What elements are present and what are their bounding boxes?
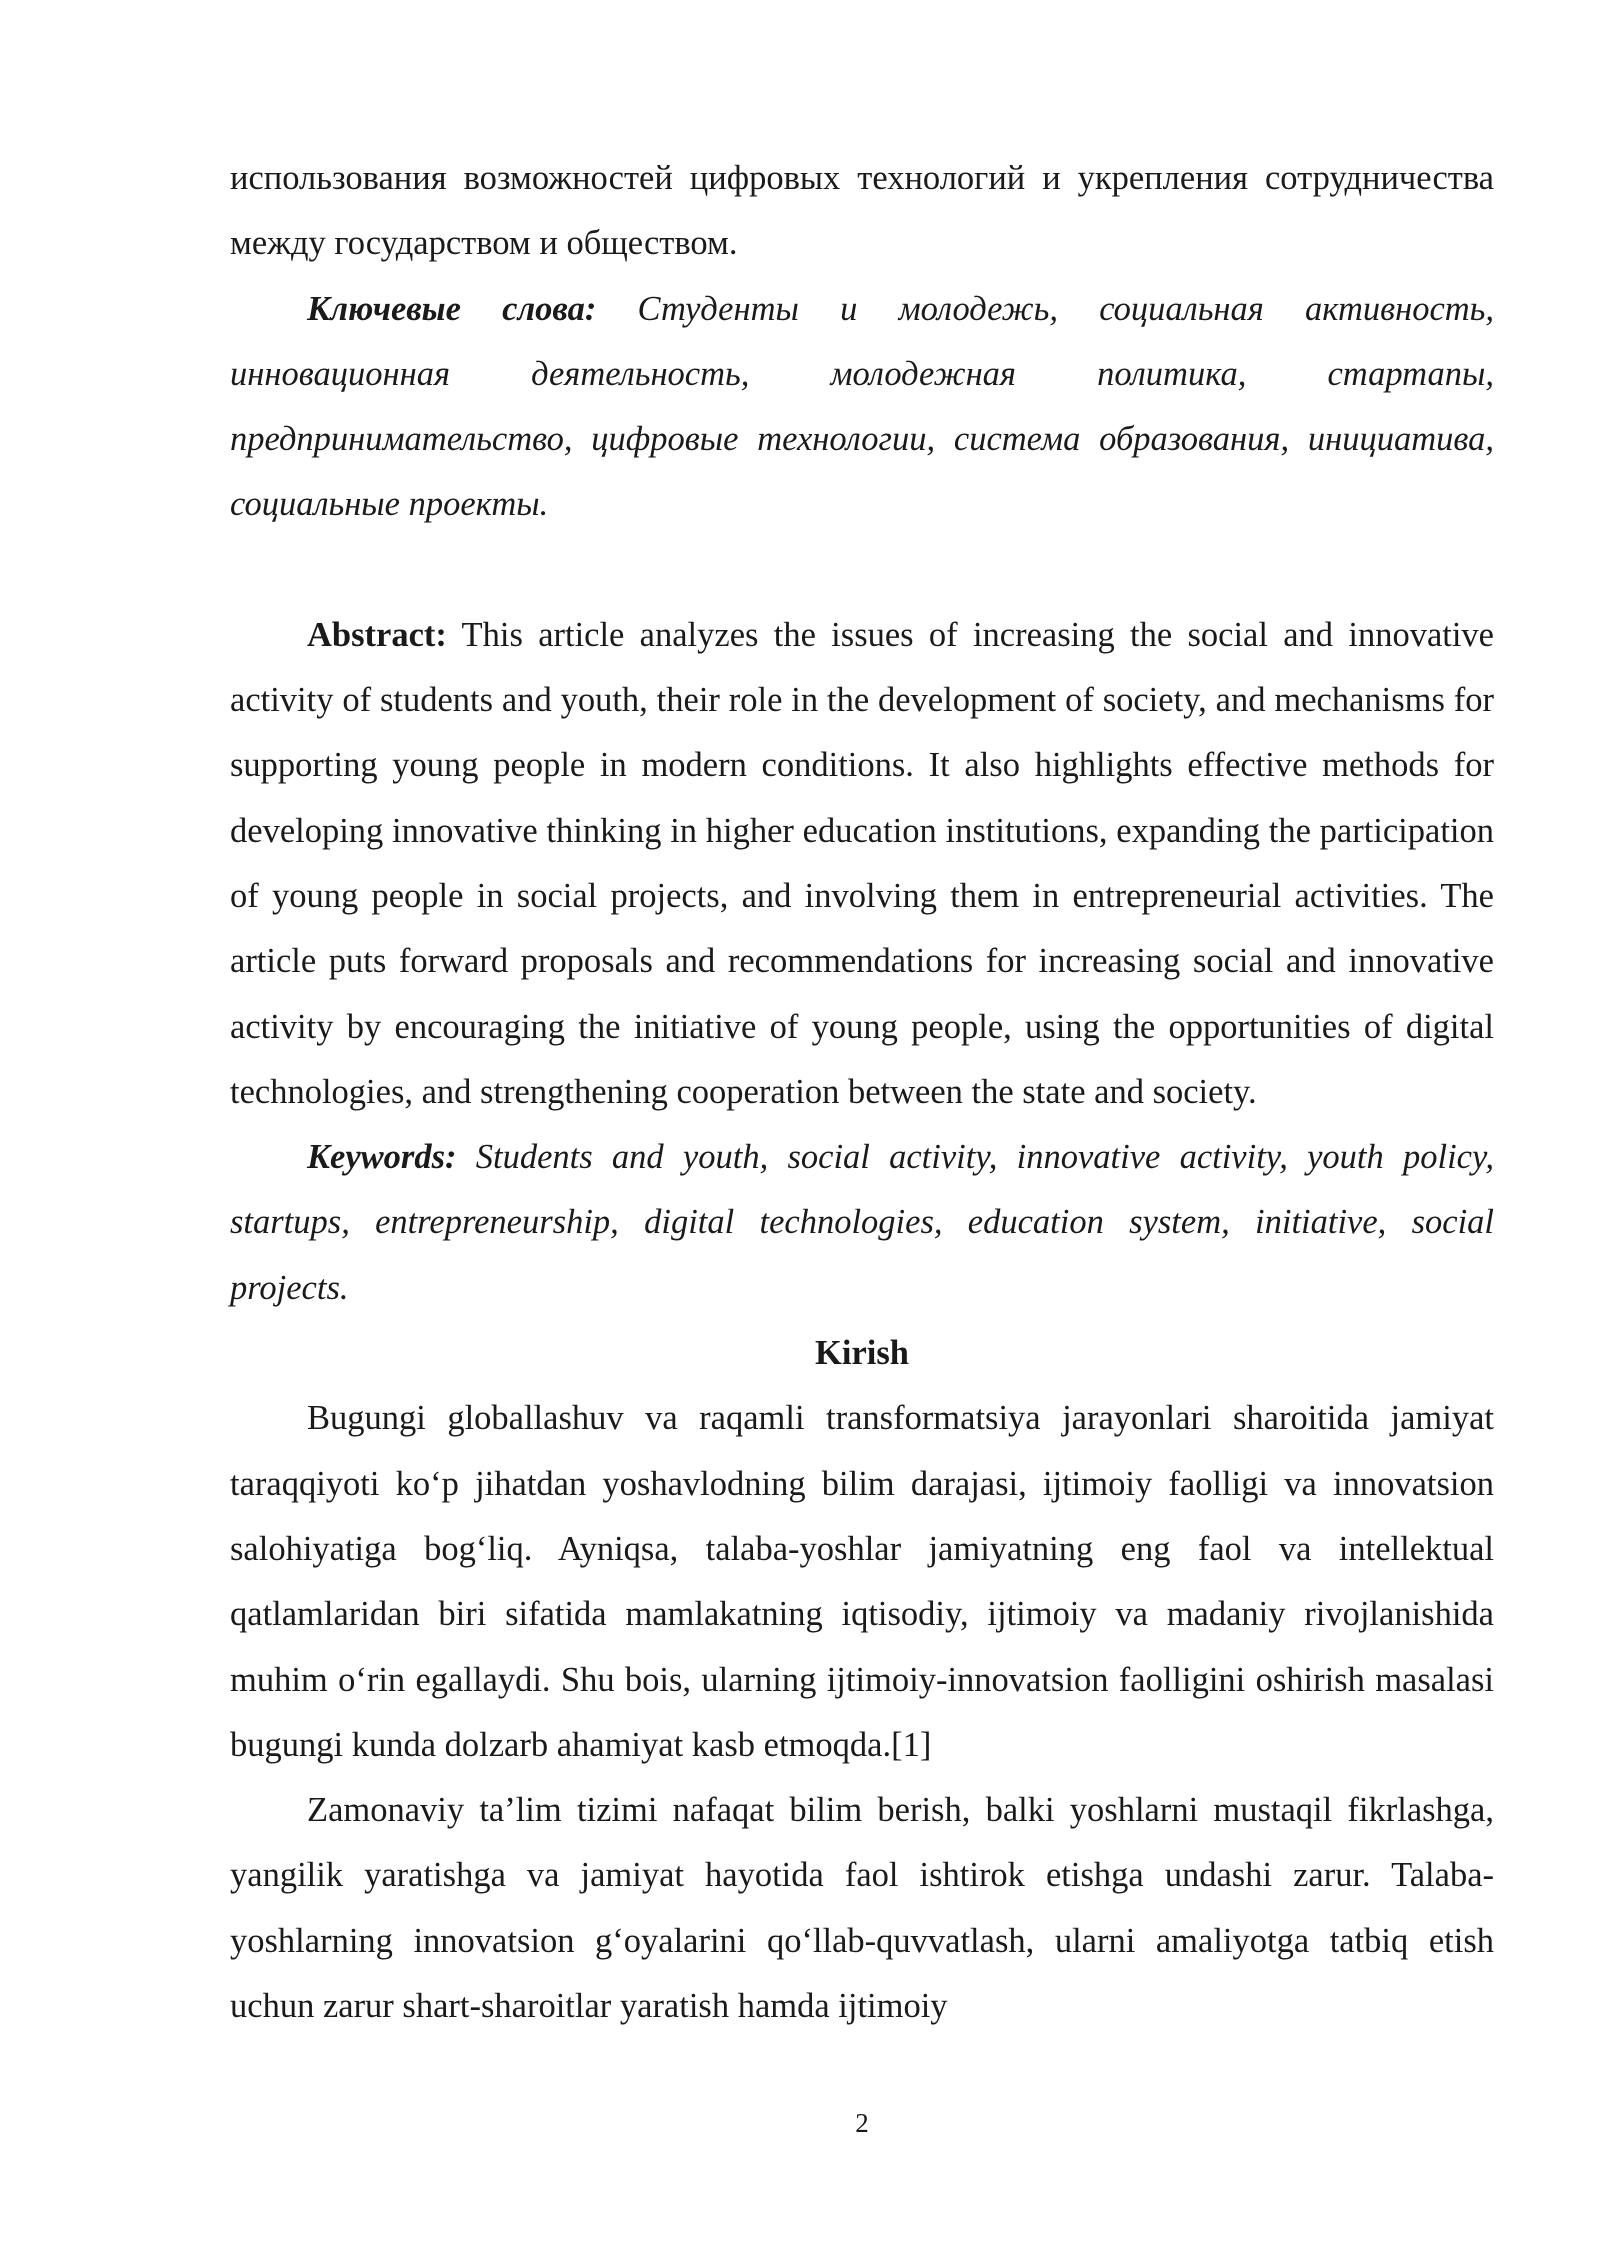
- section-spacer: [230, 538, 1494, 603]
- russian-keywords: [230, 277, 1494, 538]
- english-abstract: [230, 603, 1494, 1125]
- english-keywords-text: Students and youth, social activity, innovative activity, youth policy, startups, entrepreneurship, digital technologies, education system, initiative, social projects.: [230, 1138, 1494, 1307]
- introduction-paragraph-2: Zamonaviy ta’lim tizimi nafaqat bilim berish, balki yoshlarni mustaqil fikrlashga, yangilik yaratishga va jamiyat hayotida faol ishtirok etishga undashi zarur. Talaba-yoshlarning innovatsion g‘oyalarini qo‘llab-quvvatlash, ularni amaliyotga tatbiq etish uchun zarur shart-sharoitlar yaratish hamda ijtimoiy: [230, 1791, 1494, 2026]
- russian-keywords-label: Ключевые слова:: [307, 289, 597, 328]
- english-keywords-label: Keywords:: [307, 1138, 457, 1177]
- introduction-paragraph-1: Bugungi globallashuv va raqamli transformatsiya jarayonlari sharoitida jamiyat taraqqiyoti ko‘p jihatdan yoshavlodning bilim darajasi, ijtimoiy faolligi va innovatsion salohiyatiga bog‘liq. Ayniqsa, talaba-yoshlar jamiyatning eng faol va intellektual qatlamlaridan biri sifatida mamlakatning iqtisodiy, ijtimoiy va madaniy rivojlanishida muhim o‘rin egallaydi. Shu bois, ularning ijtimoiy-innovatsion faolligini oshirish masalasi bugungi kunda dolzarb ahamiyat kasb etmoqda.[1]: [230, 1399, 1494, 1764]
- section-heading-kirish: Kirish: [815, 1334, 909, 1373]
- english-keywords: [230, 1125, 1494, 1321]
- russian-keywords-text: Студенты и молодежь, социальная активность, инновационная деятельность, молодежная политика, стартапы, предпринимательство, цифровые технологии, система образования, инициатива, социальные проекты.: [230, 289, 1494, 524]
- document-page: [230, 146, 1494, 2039]
- english-abstract-label: Abstract:: [307, 615, 447, 654]
- page-number: 2: [855, 2108, 869, 2138]
- russian-abstract-continuation: использования возможностей цифровых технологий и укрепления сотрудничества между государством и обществом.: [230, 159, 1494, 263]
- english-abstract-text: This article analyzes the issues of increasing the social and innovative activity of students and youth, their role in the development of society, and mechanisms for supporting young people in modern conditions. It also highlights effective methods for developing innovative thinking in higher education institutions, expanding the participation of young people in social projects, and involving them in entrepreneurial activities. The article puts forward proposals and recommendations for increasing social and innovative activity by encouraging the initiative of young people, using the opportunities of digital technologies, and strengthening cooperation between the state and society.: [230, 615, 1494, 1111]
